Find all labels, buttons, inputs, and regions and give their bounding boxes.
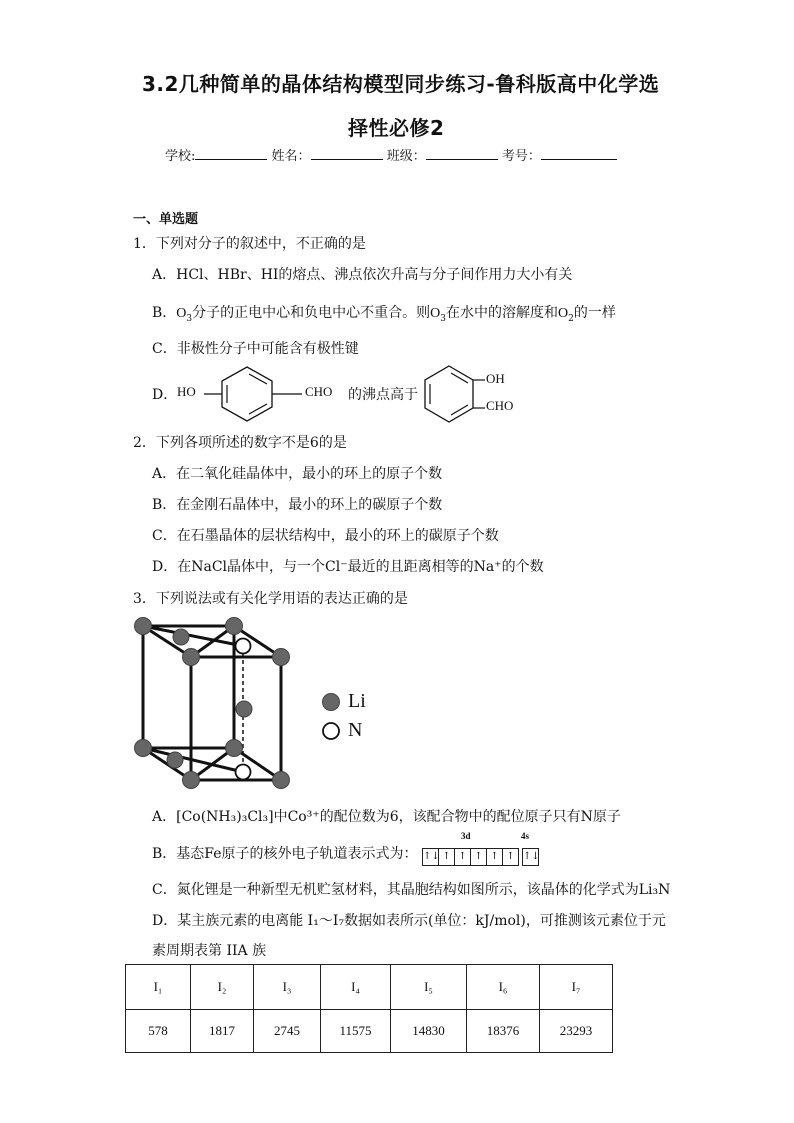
q3-option-d-line1: D．某主族元素的电离能 I₁～I₇数据如表所示(单位：kJ/mol)，可推测该元素位于元 xyxy=(152,913,666,929)
page-title-line2: 择性必修2 xyxy=(348,116,445,140)
ortho-hydroxybenzaldehyde-ring xyxy=(415,358,490,428)
legend-li-label: Li xyxy=(348,690,366,712)
q3-option-d-line2: 素周期表第 IIA 族 xyxy=(152,943,267,959)
q1-stem: 1．下列对分子的叙述中，不正确的是 xyxy=(133,236,366,252)
table-header-cell: I₆ xyxy=(467,965,540,1010)
q1-option-c: C．非极性分子中可能含有极性键 xyxy=(152,341,359,357)
table-header-cell: I₂ xyxy=(191,965,254,1010)
para-hydroxybenzaldehyde-ring xyxy=(200,363,310,423)
table-header-cell: I₁ xyxy=(126,965,191,1010)
q2-option-d: D．在NaCl晶体中，与一个Cl⁻最近的且距离相等的Na⁺的个数 xyxy=(152,559,544,575)
table-cell: 1817 xyxy=(191,1010,254,1053)
orbital-box: ↑ xyxy=(503,848,519,866)
q2-stem: 2．下列各项所述的数字不是6的是 xyxy=(133,435,347,451)
orbital-box: ↑ xyxy=(487,848,503,866)
table-header-cell: I₇ xyxy=(540,965,613,1010)
q3-option-a: A．[Co(NH₃)₃Cl₃]中Co³⁺的配位数为6，该配合物中的配位原子只有N原子 xyxy=(152,809,621,825)
class-field[interactable] xyxy=(426,145,498,160)
exam-no-field[interactable] xyxy=(541,145,617,160)
q3-stem: 3．下列说法或有关化学用语的表达正确的是 xyxy=(133,591,408,607)
q2-option-c: C．在石墨晶体的层状结构中，最小的环上的碳原子个数 xyxy=(152,528,499,544)
table-header-cell: I₄ xyxy=(321,965,391,1010)
orbital-4s-boxes xyxy=(522,846,539,866)
d-oh-label: OH xyxy=(486,371,505,386)
orbital-3d-boxes xyxy=(422,846,519,866)
info-line xyxy=(165,145,617,164)
orbital-box: ↑↓ xyxy=(522,848,539,866)
q3-option-c: C．氮化锂是一种新型无机贮氢材料，其晶胞结构如图所示，该晶体的化学式为Li₃N xyxy=(152,882,671,898)
table-row xyxy=(126,1010,613,1053)
orbital-box: ↑ xyxy=(439,848,455,866)
table-header-cell: I₃ xyxy=(254,965,321,1010)
school-label: 学校: xyxy=(165,149,196,164)
li3n-unit-cell-diagram xyxy=(126,612,306,792)
orbital-3d-label: 3d xyxy=(461,831,471,841)
q1-option-d-label: D． xyxy=(152,387,178,403)
table-cell: 578 xyxy=(126,1010,191,1053)
d-comparison-text: 的沸点高于 xyxy=(348,387,418,403)
table-cell: 23293 xyxy=(540,1010,613,1053)
orbital-box: ↑↓ xyxy=(422,848,439,866)
d-cho-label: CHO xyxy=(305,384,333,399)
q2-option-a: A．在二氧化硅晶体中，最小的环上的原子个数 xyxy=(152,466,443,482)
orbital-box: ↑ xyxy=(455,848,471,866)
exam-no-label: 考号： xyxy=(501,149,541,164)
q3-option-b: B．基态Fe原子的核外电子轨道表示式为： xyxy=(152,846,418,862)
legend-markers xyxy=(320,690,344,740)
section-heading: 一、单选题 xyxy=(133,212,199,227)
school-field[interactable] xyxy=(195,145,267,160)
legend-n-label: N xyxy=(348,719,363,741)
q1-option-b: B．$O_3$分子的正电中心和负电中心不重合。则$O_3$在水中的溶解度和$O_2$的一样 xyxy=(152,305,616,324)
q2-option-b: B．在金刚石晶体中，最小的环上的碳原子个数 xyxy=(152,497,443,513)
ionization-energy-table xyxy=(125,964,613,1053)
d-ho-label: HO xyxy=(177,384,196,399)
table-header-cell: I₅ xyxy=(391,965,467,1010)
name-field[interactable] xyxy=(311,145,383,160)
class-label: 班级： xyxy=(386,149,426,164)
table-cell: 14830 xyxy=(391,1010,467,1053)
orbital-4s-label: 4s xyxy=(521,831,530,841)
name-label: 姓名： xyxy=(271,149,311,164)
table-cell: 11575 xyxy=(321,1010,391,1053)
q1-option-a: A．HCl、HBr、HI的熔点、沸点依次升高与分子间作用力大小有关 xyxy=(152,267,573,283)
page-title-line1: 3.2几种简单的晶体结构模型同步练习-鲁科版高中化学选 xyxy=(142,72,660,96)
table-cell: 18376 xyxy=(467,1010,540,1053)
table-cell: 2745 xyxy=(254,1010,321,1053)
d-cho2-label: CHO xyxy=(486,398,514,413)
orbital-box: ↑ xyxy=(471,848,487,866)
table-header-row xyxy=(126,965,613,1010)
